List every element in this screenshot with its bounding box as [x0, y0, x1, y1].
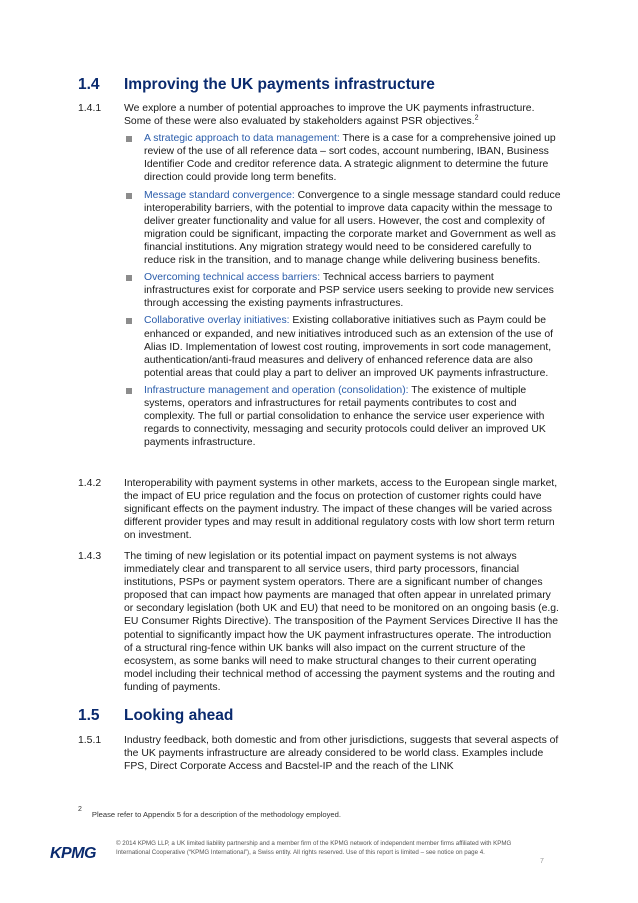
square-bullet-icon: [124, 271, 144, 310]
square-bullet-icon: [124, 132, 144, 184]
paragraph-1-4-1: [78, 102, 562, 453]
section-title: Improving the UK payments infrastructure: [124, 76, 435, 93]
kpmg-logo: KPMG: [50, 845, 96, 862]
footnote-reference: 2: [474, 114, 479, 122]
paragraph-body: Interoperability with payment systems in other markets, access to the European single market, the impact of EU price regulation and the focus on protection of customer rights could have significant effects on the payment industry. The impact of these changes will be varied across different provider types and may result in additional regulatory costs with low short term return on investment.: [124, 478, 558, 542]
section-heading-1-5: [78, 707, 233, 725]
bullet-label: Infrastructure management and operation (consolidation):: [144, 384, 409, 396]
paragraph-body: The timing of new legislation or its potential impact on payment systems is not always immediately clear and transparent to all service users, third party processors, financial institutions, PSPs or payment system operators. There are a significant number of changes proposed that can impact how payments are managed that often appear in unrelated primary or secondary legislation (both UK and EU) that need to be monitored on an ongoing basis (e.g. EU Consumer Rights Directive). The transposition of the Payment Services Directive II has the potential to significantly impact how the UK payment infrastructures operate. The introduction of a structural ring-fence within UK banks will also impact on the current structure of the ecosystem, as some banks will need to make structural changes to their current operating model including their technical method of accessing the payment systems and the routing and funding of payments.: [124, 551, 559, 693]
section-heading-1-4: [78, 76, 435, 94]
bullet-label: Message standard convergence:: [144, 189, 295, 201]
bullet-text: Technical access barriers to payment infrastructures exist for corporate and PSP service users seeking to provide new services through accessing the existing payments infrastructures.: [144, 272, 554, 310]
paragraph-1-4-3: [78, 550, 562, 694]
section-number: 1.5: [78, 707, 100, 724]
paragraph-number: 1.4.2: [78, 478, 102, 489]
section-title: Looking ahead: [124, 707, 234, 724]
paragraph-number: 1.4.3: [78, 551, 102, 562]
paragraph-number: 1.4.1: [78, 103, 102, 114]
paragraph-intro: We explore a number of potential approaches to improve the UK payments infrastructure. Some of these were also evaluated by stakeholders against PSR objectives.: [124, 103, 535, 128]
paragraph-1-4-2: [78, 477, 562, 542]
footnote-marker: 2: [78, 806, 82, 813]
bullet-text: Convergence to a single message standard could reduce interoperability barriers, with the potential to improve data capacity within the message to deliver greater functionality and value for all users. However, the cost and complexity of migration could be significant, impacting the corporate market and Government as well as financial institutions. Any migration strategy would need to be considered carefully to reduce risk in the transition, and to manage change while delivering business benefits.: [144, 189, 561, 267]
bullet-list: [124, 132, 562, 449]
bullet-label: A strategic approach to data management:: [144, 133, 340, 145]
footnote: [78, 806, 341, 819]
section-number: 1.4: [78, 76, 100, 93]
bullet-text: There is a case for a comprehensive joined up review of the use of all reference data – sort codes, account numbering, IBAN, Business Identifier Code and creditor reference data. A strategic alignment to determine the future direction could provide long term benefits.: [144, 133, 556, 184]
paragraph-1-5-1: [78, 734, 562, 773]
bullet-text: Existing collaborative initiatives such as Paym could be enhanced or expanded, and new initiatives introduced such as an extension of the use of Alias ID. Implementation of lowest cost routing, improvements in sort code management, authentication/anti-fraud measures and delivery of enhanced reference data are also potential areas that could play a part to deliver an improved UK payments infrastructure.: [144, 315, 553, 379]
bullet-text: The existence of multiple systems, operators and infrastructures for retail payments contributes to cost and complexity. The full or partial consolidation to enhance the service user experience with regards to connectivity, messaging and security protocols could deliver an improved UK payments infrastructure.: [144, 384, 546, 449]
bullet-label: Collaborative overlay initiatives:: [144, 315, 290, 327]
square-bullet-icon: [124, 189, 144, 268]
paragraph-number: 1.5.1: [78, 735, 102, 746]
square-bullet-icon: [124, 384, 144, 449]
paragraph-body: Industry feedback, both domestic and from other jurisdictions, suggests that several aspects of the UK payments infrastructure are already considered to be world class. Examples include FPS, Direct Corporate Access and Bacstel-IP and the reach of the LINK: [124, 735, 559, 773]
list-item: [124, 271, 562, 310]
list-item: [124, 189, 562, 268]
footnote-text: Please refer to Appendix 5 for a description of the methodology employed.: [91, 810, 341, 819]
list-item: [124, 384, 562, 449]
page-number: 7: [540, 858, 544, 865]
footer-copyright: © 2014 KPMG LLP, a UK limited liability partnership and a member firm of the KPMG network of independent member firms affiliated with KPMG International Cooperative (“KPMG International”), a Swiss entity. All rights reserved. Use of this report is limited – see notice on page 4.: [116, 840, 512, 856]
list-item: [124, 132, 562, 184]
bullet-label: Overcoming technical access barriers:: [144, 272, 321, 284]
paragraph-body: [124, 102, 562, 453]
square-bullet-icon: [124, 314, 144, 379]
list-item: [124, 314, 562, 379]
